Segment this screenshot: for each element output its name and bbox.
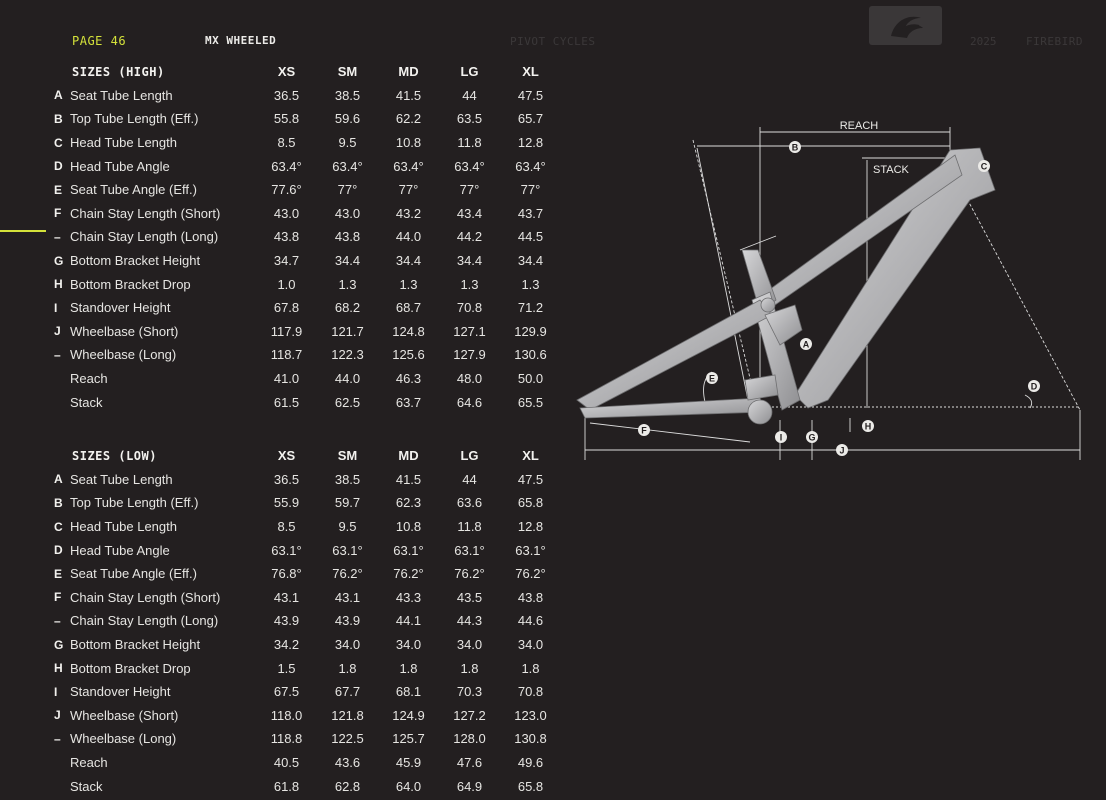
size-value: 64.9 bbox=[456, 778, 483, 794]
size-value: 117.9 bbox=[270, 323, 303, 339]
dimension-letter: D bbox=[54, 543, 63, 558]
size-value: 76.2° bbox=[332, 566, 363, 582]
reach-label: REACH bbox=[839, 120, 879, 132]
size-value: 1.3 bbox=[460, 276, 479, 292]
dimension-label: Top Tube Length (Eff.) bbox=[70, 111, 199, 127]
dimension-label: Chain Stay Length (Long) bbox=[70, 229, 219, 245]
size-value: 11.8 bbox=[457, 135, 482, 151]
size-value: 34.4 bbox=[517, 253, 544, 269]
size-value: 61.8 bbox=[273, 778, 300, 794]
size-value: 65.8 bbox=[517, 495, 544, 511]
size-value: 125.6 bbox=[392, 347, 425, 363]
size-value: 118.0 bbox=[270, 707, 303, 723]
size-value: 44 bbox=[462, 87, 477, 103]
size-value: 8.5 bbox=[277, 519, 296, 535]
size-value: 44.0 bbox=[395, 229, 422, 245]
svg-text:C: C bbox=[980, 161, 988, 172]
table-row bbox=[54, 491, 561, 515]
size-header: MD bbox=[398, 448, 419, 464]
dimension-label: Wheelbase (Long) bbox=[70, 731, 177, 747]
dimension-label: Standover Height bbox=[70, 300, 171, 316]
size-value: 8.5 bbox=[277, 135, 296, 151]
dimension-label: Chain Stay Length (Short) bbox=[70, 589, 221, 605]
dimension-label: Seat Tube Angle (Eff.) bbox=[70, 182, 197, 198]
dimension-label: Wheelbase (Long) bbox=[70, 347, 177, 363]
size-value: 118.7 bbox=[270, 347, 303, 363]
size-value: 76.2° bbox=[393, 566, 424, 582]
table-row bbox=[54, 202, 561, 226]
svg-text:I: I bbox=[779, 432, 783, 443]
size-value: 65.7 bbox=[517, 111, 544, 127]
section-marker-line bbox=[0, 230, 46, 232]
svg-text:G: G bbox=[808, 432, 816, 443]
size-value: 9.5 bbox=[338, 519, 357, 535]
size-value: 47.5 bbox=[517, 87, 544, 103]
frame-diagram-svg bbox=[570, 115, 1100, 475]
size-value: 125.7 bbox=[392, 731, 425, 747]
dimension-letter: F bbox=[54, 206, 62, 221]
geometry-table-high bbox=[54, 60, 561, 414]
size-value: 44.2 bbox=[456, 229, 483, 245]
size-value: 47.6 bbox=[456, 755, 483, 771]
section-title: MX WHEELED bbox=[205, 34, 277, 47]
dimension-label: Seat Tube Length bbox=[70, 471, 173, 487]
size-header: LG bbox=[460, 448, 479, 464]
size-value: 63.1° bbox=[515, 542, 546, 558]
table-row bbox=[54, 178, 561, 202]
size-value: 118.8 bbox=[270, 731, 303, 747]
svg-text:F: F bbox=[641, 425, 647, 436]
dimension-label: Head Tube Angle bbox=[70, 542, 170, 558]
size-value: 1.5 bbox=[277, 660, 296, 676]
dimension-letter: – bbox=[54, 229, 61, 244]
size-value: 55.9 bbox=[273, 495, 300, 511]
size-value: 62.8 bbox=[334, 778, 361, 794]
size-value: 43.0 bbox=[273, 205, 300, 221]
size-header: XS bbox=[277, 64, 296, 80]
size-value: 34.0 bbox=[517, 637, 544, 653]
size-header: LG bbox=[460, 64, 479, 80]
table-row bbox=[54, 320, 561, 344]
size-value: 43.7 bbox=[517, 205, 544, 221]
size-value: 34.4 bbox=[395, 253, 422, 269]
marker-f bbox=[638, 424, 650, 436]
dimension-label: Chain Stay Length (Long) bbox=[70, 613, 219, 629]
table-row bbox=[54, 609, 561, 633]
size-value: 63.1° bbox=[332, 542, 363, 558]
size-value: 67.5 bbox=[273, 684, 300, 700]
size-value: 122.5 bbox=[331, 731, 364, 747]
table-row bbox=[54, 538, 561, 562]
dimension-label: Standover Height bbox=[70, 684, 171, 700]
brand-name: PIVOT CYCLES bbox=[510, 35, 596, 48]
size-value: 43.2 bbox=[395, 205, 422, 221]
size-value: 76.2° bbox=[454, 566, 485, 582]
size-value: 1.0 bbox=[277, 276, 296, 292]
size-value: 44.0 bbox=[334, 371, 361, 387]
dimension-label: Bottom Bracket Height bbox=[70, 253, 201, 269]
table-header-row bbox=[54, 444, 561, 468]
frame-geometry-diagram bbox=[570, 115, 1100, 475]
dimension-label: Head Tube Length bbox=[70, 519, 177, 535]
size-value: 59.7 bbox=[334, 495, 361, 511]
size-value: 121.8 bbox=[331, 707, 364, 723]
size-value: 59.6 bbox=[334, 111, 361, 127]
size-value: 63.6 bbox=[456, 495, 483, 511]
marker-c bbox=[978, 160, 990, 172]
size-header: XL bbox=[522, 448, 539, 464]
dimension-label: Bottom Bracket Drop bbox=[70, 660, 191, 676]
size-header: SM bbox=[337, 64, 358, 80]
size-value: 43.4 bbox=[456, 205, 483, 221]
size-value: 63.4° bbox=[454, 158, 485, 174]
dimension-label: Head Tube Length bbox=[70, 135, 177, 151]
size-value: 44.1 bbox=[395, 613, 422, 629]
size-value: 77.6° bbox=[271, 182, 302, 198]
size-value: 34.4 bbox=[334, 253, 361, 269]
svg-text:J: J bbox=[839, 445, 845, 456]
dimension-letter: – bbox=[54, 347, 61, 362]
size-value: 63.4° bbox=[515, 158, 546, 174]
table-row bbox=[54, 390, 561, 414]
dimension-label: Bottom Bracket Height bbox=[70, 637, 201, 653]
size-value: 38.5 bbox=[334, 471, 361, 487]
dimension-letter: H bbox=[54, 661, 63, 676]
size-value: 34.0 bbox=[456, 637, 483, 653]
size-header: MD bbox=[398, 64, 419, 80]
dimension-label: Seat Tube Angle (Eff.) bbox=[70, 566, 197, 582]
table-row bbox=[54, 272, 561, 296]
brand-logo-icon bbox=[869, 6, 942, 45]
table-row bbox=[54, 468, 561, 492]
size-value: 43.5 bbox=[456, 589, 483, 605]
table-row bbox=[54, 562, 561, 586]
size-value: 123.0 bbox=[514, 707, 547, 723]
dimension-label: Stack bbox=[70, 778, 103, 794]
size-value: 63.5 bbox=[456, 111, 483, 127]
size-value: 63.1° bbox=[454, 542, 485, 558]
dimension-letter bbox=[54, 774, 70, 798]
size-value: 127.1 bbox=[453, 323, 486, 339]
size-value: 127.2 bbox=[453, 707, 486, 723]
size-value: 63.1° bbox=[393, 542, 424, 558]
table-row bbox=[54, 296, 561, 320]
size-value: 10.8 bbox=[395, 519, 422, 535]
size-value: 1.3 bbox=[338, 276, 357, 292]
size-value: 43.0 bbox=[334, 205, 361, 221]
table-row bbox=[54, 107, 561, 131]
size-value: 62.2 bbox=[395, 111, 422, 127]
table-row bbox=[54, 656, 561, 680]
size-value: 122.3 bbox=[331, 347, 364, 363]
size-value: 77° bbox=[337, 182, 358, 198]
dimension-label: Seat Tube Length bbox=[70, 87, 173, 103]
size-value: 34.7 bbox=[273, 253, 300, 269]
size-value: 12.8 bbox=[517, 135, 544, 151]
dimension-letter: G bbox=[54, 637, 64, 652]
size-value: 49.6 bbox=[517, 755, 544, 771]
size-value: 1.8 bbox=[521, 660, 540, 676]
dimension-letter: E bbox=[54, 182, 63, 197]
size-value: 41.5 bbox=[395, 471, 422, 487]
marker-a bbox=[800, 338, 812, 350]
dimension-letter bbox=[54, 390, 70, 414]
svg-text:H: H bbox=[864, 421, 872, 432]
size-value: 62.3 bbox=[395, 495, 422, 511]
size-value: 34.0 bbox=[395, 637, 422, 653]
size-value: 77° bbox=[459, 182, 480, 198]
model-name: FIREBIRD bbox=[1026, 35, 1083, 48]
marker-g bbox=[806, 431, 818, 443]
size-value: 70.8 bbox=[456, 300, 483, 316]
size-value: 70.3 bbox=[456, 684, 483, 700]
size-value: 65.8 bbox=[517, 778, 544, 794]
size-value: 43.6 bbox=[334, 755, 361, 771]
size-value: 71.2 bbox=[517, 300, 544, 316]
table-row bbox=[54, 84, 561, 108]
table-row bbox=[54, 515, 561, 539]
svg-text:A: A bbox=[802, 339, 810, 350]
size-value: 36.5 bbox=[273, 471, 300, 487]
table-row bbox=[54, 225, 561, 249]
dimension-label: Reach bbox=[70, 371, 108, 387]
size-value: 12.8 bbox=[517, 519, 544, 535]
size-value: 43.9 bbox=[334, 613, 361, 629]
dimension-letter: A bbox=[54, 472, 63, 487]
table-row bbox=[54, 727, 561, 751]
dimension-label: Bottom Bracket Drop bbox=[70, 276, 191, 292]
dimension-letter: A bbox=[54, 88, 63, 103]
table-title: SIZES (HIGH) bbox=[72, 64, 165, 79]
size-value: 47.5 bbox=[517, 471, 544, 487]
marker-e bbox=[706, 372, 718, 384]
dimension-label: Head Tube Angle bbox=[70, 158, 170, 174]
size-value: 40.5 bbox=[273, 755, 300, 771]
size-header: XS bbox=[277, 448, 296, 464]
size-value: 67.8 bbox=[273, 300, 300, 316]
size-value: 70.8 bbox=[517, 684, 544, 700]
dimension-label: Wheelbase (Short) bbox=[70, 707, 179, 723]
table-row bbox=[54, 343, 561, 367]
size-value: 50.0 bbox=[517, 371, 544, 387]
size-value: 41.0 bbox=[273, 371, 300, 387]
size-value: 44 bbox=[462, 471, 477, 487]
size-value: 67.7 bbox=[334, 684, 361, 700]
size-value: 44.6 bbox=[517, 613, 544, 629]
size-value: 45.9 bbox=[395, 755, 422, 771]
marker-j bbox=[836, 444, 848, 456]
size-value: 77° bbox=[520, 182, 541, 198]
size-value: 63.4° bbox=[271, 158, 302, 174]
size-value: 34.2 bbox=[273, 637, 300, 653]
size-value: 34.0 bbox=[334, 637, 361, 653]
table-row bbox=[54, 131, 561, 155]
dimension-label: Stack bbox=[70, 394, 103, 410]
size-value: 64.0 bbox=[395, 778, 422, 794]
dimension-letter: E bbox=[54, 566, 63, 581]
size-value: 63.4° bbox=[332, 158, 363, 174]
size-value: 76.2° bbox=[515, 566, 546, 582]
dimension-letter: F bbox=[54, 590, 62, 605]
size-value: 65.5 bbox=[517, 394, 544, 410]
size-value: 43.8 bbox=[273, 229, 300, 245]
size-value: 64.6 bbox=[456, 394, 483, 410]
stack-label: STACK bbox=[873, 164, 909, 176]
dimension-letter bbox=[54, 367, 70, 391]
table-row bbox=[54, 367, 561, 391]
size-value: 68.7 bbox=[395, 300, 422, 316]
size-value: 44.5 bbox=[517, 229, 544, 245]
size-value: 63.4° bbox=[393, 158, 424, 174]
table-row bbox=[54, 154, 561, 178]
svg-text:E: E bbox=[708, 373, 716, 384]
dimension-label: Wheelbase (Short) bbox=[70, 323, 179, 339]
size-value: 127.9 bbox=[453, 347, 486, 363]
size-value: 10.8 bbox=[395, 135, 422, 151]
table-row bbox=[54, 249, 561, 273]
size-value: 1.8 bbox=[338, 660, 357, 676]
size-value: 48.0 bbox=[456, 371, 483, 387]
size-header: XL bbox=[522, 64, 539, 80]
table-header-row bbox=[54, 60, 561, 84]
size-value: 34.4 bbox=[456, 253, 483, 269]
size-value: 11.8 bbox=[457, 519, 482, 535]
size-header: SM bbox=[337, 448, 358, 464]
size-value: 121.7 bbox=[331, 323, 364, 339]
table-row bbox=[54, 774, 561, 798]
size-value: 129.9 bbox=[514, 323, 547, 339]
dimension-letter: – bbox=[54, 613, 61, 628]
size-value: 130.6 bbox=[514, 347, 547, 363]
frame-silhouette bbox=[577, 148, 995, 424]
marker-h bbox=[862, 420, 874, 432]
table-row bbox=[54, 633, 561, 657]
page-header bbox=[0, 0, 1106, 60]
size-value: 63.7 bbox=[395, 394, 422, 410]
table-row bbox=[54, 680, 561, 704]
table-title: SIZES (LOW) bbox=[72, 448, 157, 463]
dimension-letter: J bbox=[54, 324, 61, 339]
size-value: 63.1° bbox=[271, 542, 302, 558]
size-value: 36.5 bbox=[273, 87, 300, 103]
size-value: 1.8 bbox=[460, 660, 479, 676]
size-value: 130.8 bbox=[514, 731, 547, 747]
size-value: 46.3 bbox=[395, 371, 422, 387]
table-row bbox=[54, 586, 561, 610]
size-value: 68.2 bbox=[334, 300, 361, 316]
size-value: 9.5 bbox=[338, 135, 357, 151]
dimension-letter: D bbox=[54, 159, 63, 174]
dimension-letter: C bbox=[54, 519, 63, 534]
geometry-table-low bbox=[54, 444, 561, 798]
size-value: 1.8 bbox=[399, 660, 418, 676]
dimension-letter: B bbox=[54, 111, 63, 126]
size-value: 128.0 bbox=[453, 731, 486, 747]
dimension-label: Chain Stay Length (Short) bbox=[70, 205, 221, 221]
dimension-letter: – bbox=[54, 731, 61, 746]
marker-b bbox=[789, 141, 801, 153]
dimension-letter: G bbox=[54, 253, 64, 268]
size-value: 124.9 bbox=[392, 707, 425, 723]
size-value: 124.8 bbox=[392, 323, 425, 339]
dimension-letter: H bbox=[54, 277, 63, 292]
size-value: 43.1 bbox=[334, 589, 361, 605]
size-value: 43.8 bbox=[334, 229, 361, 245]
dimension-letter: C bbox=[54, 135, 63, 150]
size-value: 61.5 bbox=[273, 394, 300, 410]
svg-text:B: B bbox=[791, 142, 799, 153]
svg-text:D: D bbox=[1030, 381, 1038, 392]
size-value: 62.5 bbox=[334, 394, 361, 410]
dimension-label: Reach bbox=[70, 755, 108, 771]
dimension-letter: B bbox=[54, 495, 63, 510]
dimension-label: Top Tube Length (Eff.) bbox=[70, 495, 199, 511]
size-value: 43.1 bbox=[273, 589, 300, 605]
table-row bbox=[54, 751, 561, 775]
size-value: 1.3 bbox=[521, 276, 540, 292]
dimension-letter: I bbox=[54, 684, 58, 699]
size-value: 43.3 bbox=[395, 589, 422, 605]
size-value: 38.5 bbox=[334, 87, 361, 103]
size-value: 41.5 bbox=[395, 87, 422, 103]
size-value: 44.3 bbox=[456, 613, 483, 629]
model-year: 2025 bbox=[970, 35, 997, 48]
dimension-letter: I bbox=[54, 300, 58, 315]
size-value: 1.3 bbox=[399, 276, 418, 292]
marker-i bbox=[775, 431, 787, 443]
size-value: 68.1 bbox=[395, 684, 422, 700]
table-row bbox=[54, 704, 561, 728]
marker-d bbox=[1028, 380, 1040, 392]
size-value: 43.8 bbox=[517, 589, 544, 605]
size-value: 55.8 bbox=[273, 111, 300, 127]
dimension-letter: J bbox=[54, 708, 61, 723]
size-value: 77° bbox=[398, 182, 419, 198]
page-number: PAGE 46 bbox=[72, 34, 127, 48]
size-value: 43.9 bbox=[273, 613, 300, 629]
dimension-letter bbox=[54, 751, 70, 775]
size-value: 76.8° bbox=[271, 566, 302, 582]
